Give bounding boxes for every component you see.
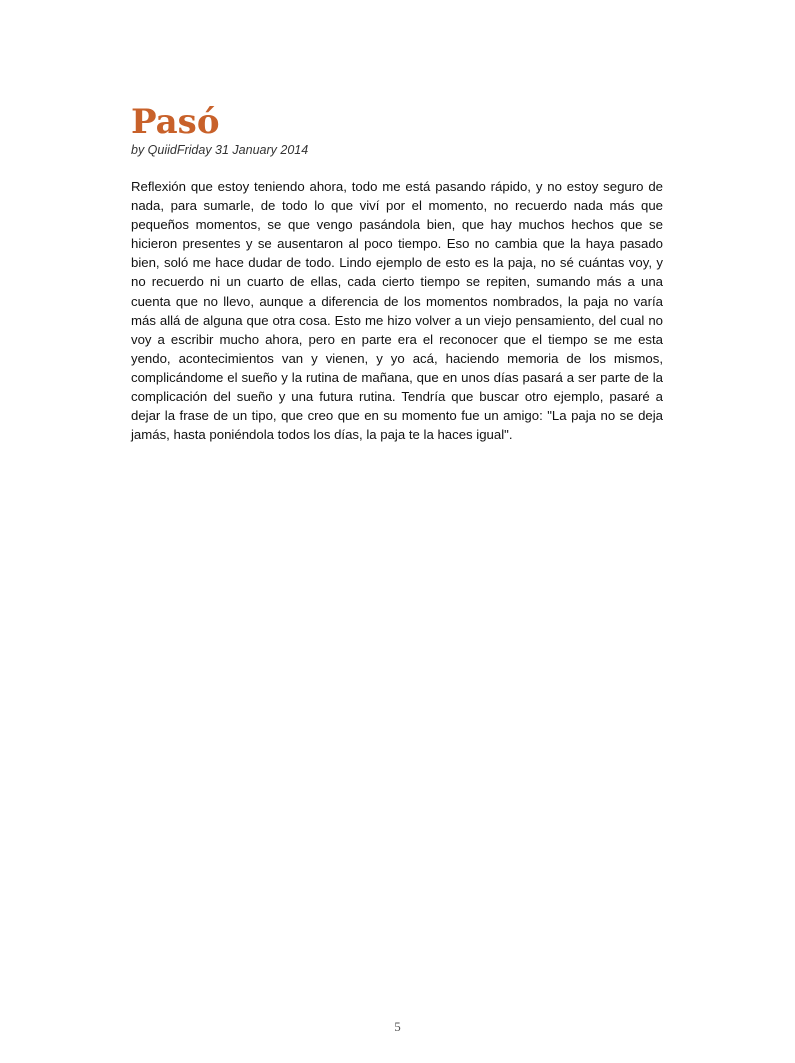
page-number: 5 xyxy=(394,1019,401,1034)
article-byline: by QuiidFriday 31 January 2014 xyxy=(131,143,309,157)
article-title: Pasó xyxy=(131,102,220,142)
article-body: Reflexión que estoy teniendo ahora, todo me está pasando rápido, y no estoy seguro de nada, para sumarle, de todo lo que viví por el momento, no recuerdo nada más que pequeños momentos, se que vengo pasándola bien, que hay muchos hechos que se hicieron presentes y se ausentaron al poco tiempo. Eso no cambia que la haya pasado bien, soló me hace dudar de todo. Lindo ejemplo de esto es la paja, no sé cuántas voy, y no recuerdo ni un cuarto de ellas, cada cierto tiempo se repiten, sumando más a una cuenta que no llevo, aunque a diferencia de los momentos nombrados, la paja no varía más allá de alguna que otra cosa. Esto me hizo volver a un viejo pensamiento, del cual no voy a escribir mucho ahora, pero en parte era el reconocer que el tiempo se me esta yendo, acontecimientos van y vienen, y yo acá, haciendo memoria de los mismos, complicándome el sueño y la rutina de mañana, que en unos días pasará a ser parte de la complicación del sueño y una futura rutina. Tendría que buscar otro ejemplo, pasaré a dejar la frase de un tipo, que creo que en su momento fue un amigo: "La paja no se deja jamás, hasta poniéndola todos los días, la paja te la haces igual". xyxy=(131,179,663,443)
